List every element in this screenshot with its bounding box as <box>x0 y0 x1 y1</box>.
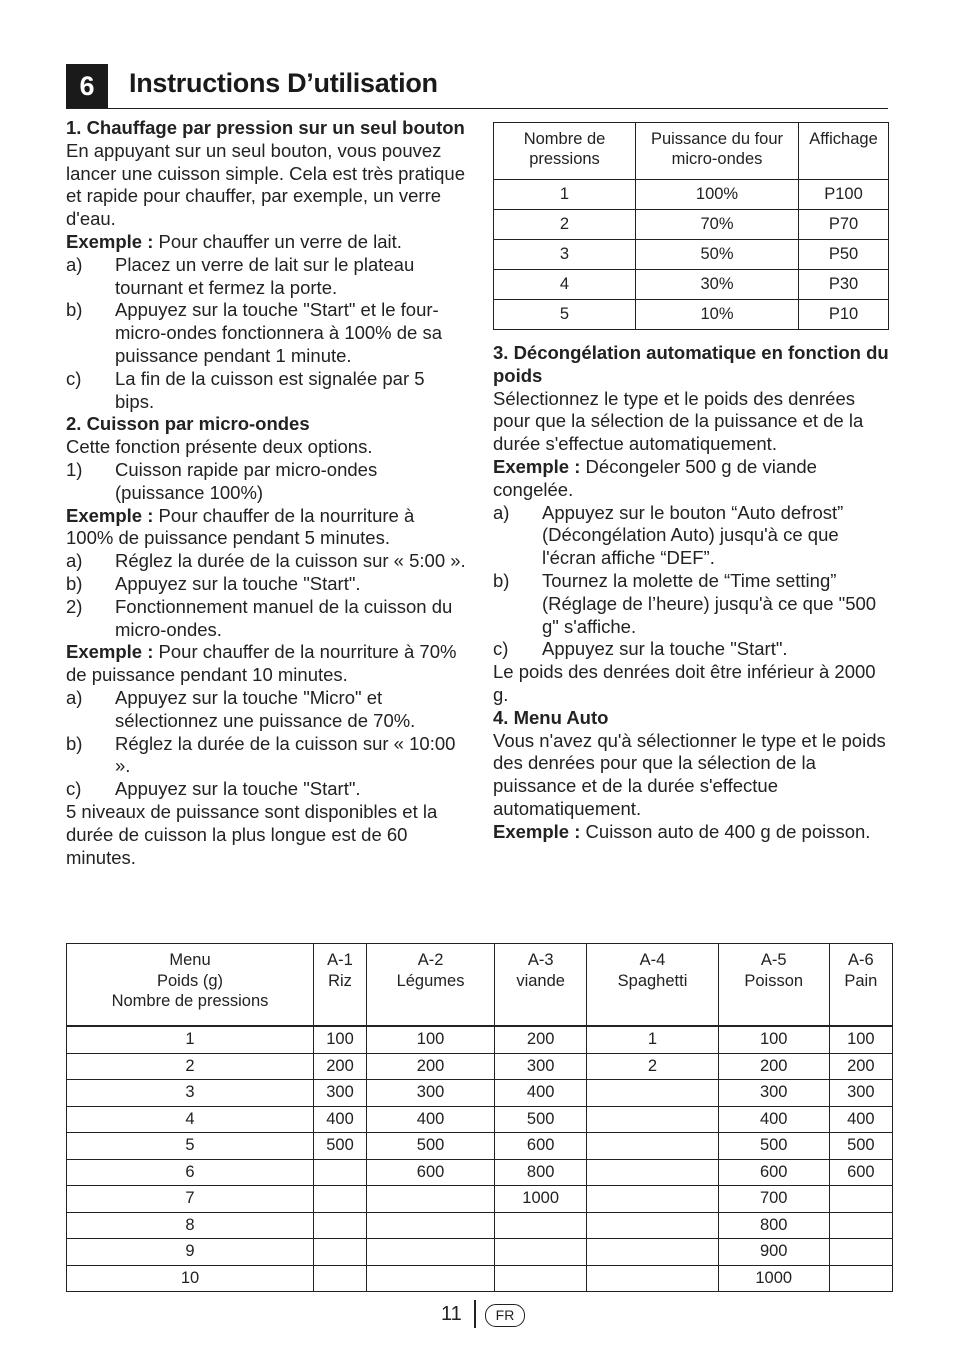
table-cell: 900 <box>718 1239 829 1266</box>
option-1 <box>66 459 466 505</box>
table-cell: 300 <box>829 1080 892 1107</box>
table-row <box>67 1026 893 1053</box>
table-cell: 600 <box>829 1159 892 1186</box>
table-cell: 1 <box>494 180 636 210</box>
list-marker: b) <box>66 299 83 321</box>
header-line: A-3 <box>527 951 554 969</box>
column-header: Puissance du four micro-ondes <box>636 123 799 180</box>
table-cell: 100 <box>367 1026 495 1053</box>
example-text: Pour chauffer un verre de lait. <box>153 230 402 252</box>
list-item <box>66 368 466 414</box>
list-text: Cuisson rapide par micro-ondes (puissance 100%) <box>115 458 378 503</box>
table-cell: 600 <box>718 1159 829 1186</box>
table-cell: P30 <box>799 270 889 300</box>
table-cell <box>367 1186 495 1213</box>
list-item <box>493 570 893 638</box>
column-header-a3 <box>495 944 587 1027</box>
list-item <box>493 638 893 661</box>
column-header-a4 <box>587 944 718 1027</box>
example-1 <box>66 231 466 254</box>
example-3 <box>66 641 466 687</box>
table-cell: 500 <box>495 1106 587 1133</box>
column-header-menu <box>67 944 314 1027</box>
list-item <box>66 550 466 573</box>
table-cell <box>314 1265 367 1292</box>
example-5 <box>493 821 893 844</box>
table-cell: 1000 <box>718 1265 829 1292</box>
column-header-a2 <box>367 944 495 1027</box>
table-cell: 500 <box>718 1133 829 1160</box>
header-line: Riz <box>328 971 352 990</box>
list-item <box>493 502 893 570</box>
header-line: A-2 <box>417 951 444 969</box>
header-line: A-4 <box>639 951 666 969</box>
table-cell: 700 <box>718 1186 829 1213</box>
table-cell <box>495 1239 587 1266</box>
table-cell: 300 <box>718 1080 829 1107</box>
section-2-note: 5 niveaux de puissance sont disponibles et la durée de cuisson la plus longue est de 60 minutes. <box>66 800 438 868</box>
table-cell <box>314 1239 367 1266</box>
power-table <box>493 122 889 330</box>
section-3-title: 3. Décongélation automatique en fonction du poids <box>493 342 889 386</box>
list-marker: a) <box>66 686 83 708</box>
option-2 <box>66 596 466 642</box>
page-title: Instructions D’utilisation <box>129 68 438 98</box>
table-cell: 3 <box>494 240 636 270</box>
table-cell: 5 <box>67 1133 314 1160</box>
section-4-intro: Vous n'avez qu'à sélectionner le type et le poids des denrées pour que la sélection de la puissance et de la durée s'effectue automatiquement. <box>493 729 886 819</box>
column-header-a5 <box>718 944 829 1027</box>
table-cell <box>367 1212 495 1239</box>
table-cell: 400 <box>829 1106 892 1133</box>
section-1-intro: En appuyant sur un seul bouton, vous pouvez lancer une cuisson simple. Cela est très pratique et rapide pour chauffer, par exemple, un verre d'eau. <box>66 139 465 230</box>
list-text: Appuyez sur le bouton “Auto defrost” (Décongélation Auto) jusqu'à ce que l'écran affiche “DEF”. <box>542 501 844 569</box>
table-cell <box>587 1186 718 1213</box>
table-cell: 5 <box>494 300 636 330</box>
list-text: Appuyez sur la touche "Start". <box>115 572 361 594</box>
table-cell <box>495 1212 587 1239</box>
list-marker: c) <box>66 778 82 800</box>
table-cell: 200 <box>829 1053 892 1080</box>
table-cell: 8 <box>67 1212 314 1239</box>
example-4 <box>493 456 893 502</box>
table-cell <box>367 1265 495 1292</box>
table-row <box>494 300 889 330</box>
section-2-title: 2. Cuisson par micro-ondes <box>66 413 310 435</box>
table-cell <box>829 1265 892 1292</box>
list-item <box>66 733 466 779</box>
list-text: Appuyez sur la touche "Start". <box>542 638 788 660</box>
table-row <box>67 1053 893 1080</box>
header-line: A-5 <box>760 951 787 969</box>
table-cell: 100 <box>829 1026 892 1053</box>
footer-divider <box>474 1300 476 1328</box>
header-line: A-1 <box>327 951 353 969</box>
table-cell: 100% <box>636 180 799 210</box>
table-cell <box>587 1080 718 1107</box>
example-text: Cuisson auto de 400 g de poisson. <box>580 820 871 842</box>
section-3-note: Le poids des denrées doit être inférieur à 2000 g. <box>493 661 876 705</box>
list-item <box>66 299 466 367</box>
list-marker: b) <box>66 572 83 594</box>
table-cell: 4 <box>494 270 636 300</box>
example-text: Pour chauffer de la nourriture à 70% de puissance pendant 10 minutes. <box>66 641 457 686</box>
table-cell: 300 <box>314 1080 367 1107</box>
column-header-a1 <box>314 944 367 1027</box>
section-number: 6 <box>66 64 108 108</box>
table-cell: 200 <box>495 1026 587 1053</box>
list-text: Réglez la durée de la cuisson sur « 10:00 ». <box>115 732 456 777</box>
column-header: Affichage <box>799 123 889 180</box>
table-cell: 9 <box>67 1239 314 1266</box>
table-cell: P50 <box>799 240 889 270</box>
list-marker: 1) <box>66 458 83 480</box>
example-text: Décongeler 500 g de viande congelée. <box>493 455 817 500</box>
table-cell <box>587 1239 718 1266</box>
table-cell: 10% <box>636 300 799 330</box>
table-cell <box>314 1212 367 1239</box>
table-cell: 400 <box>718 1106 829 1133</box>
list-text: Appuyez sur la touche "Micro" et sélectionnez une puissance de 70%. <box>115 686 416 731</box>
table-cell: 50% <box>636 240 799 270</box>
table-cell: 200 <box>718 1053 829 1080</box>
table-cell: 1000 <box>495 1186 587 1213</box>
list-marker: a) <box>66 253 83 275</box>
table-row <box>67 1186 893 1213</box>
table-cell: 200 <box>367 1053 495 1080</box>
header-line: Menu <box>169 951 211 969</box>
table-cell <box>587 1159 718 1186</box>
table-cell: 300 <box>367 1080 495 1107</box>
example-2 <box>66 505 466 551</box>
table-cell <box>587 1133 718 1160</box>
section-3-steps <box>493 502 893 662</box>
right-column <box>493 342 893 844</box>
table-cell: P10 <box>799 300 889 330</box>
table-cell: 70% <box>636 210 799 240</box>
table-cell: 100 <box>314 1026 367 1053</box>
table-cell <box>314 1186 367 1213</box>
table-cell: 1 <box>67 1026 314 1053</box>
table-cell <box>367 1239 495 1266</box>
header-line: Poisson <box>744 971 804 990</box>
example-label: Exemple : <box>66 230 154 252</box>
list-item <box>66 254 466 300</box>
table-row <box>494 210 889 240</box>
section-3-intro: Sélectionnez le type et le poids des denrées pour que la sélection de la puissance et de la durée s'effectue automatiquement. <box>493 387 864 455</box>
section-header <box>66 62 888 109</box>
section-1-title: 1. Chauffage par pression sur un seul bouton <box>66 117 465 138</box>
section-4-title: 4. Menu Auto <box>493 706 609 728</box>
table-cell: 6 <box>67 1159 314 1186</box>
list-item <box>66 778 466 801</box>
list-marker: b) <box>66 732 83 754</box>
table-cell <box>829 1239 892 1266</box>
left-column <box>66 117 466 869</box>
list-text: Tournez la molette de “Time setting” (Réglage de l’heure) jusqu'à ce que "500 g" s'affiche. <box>542 569 877 637</box>
table-cell: 800 <box>495 1159 587 1186</box>
table-cell <box>829 1212 892 1239</box>
table-cell: 1 <box>587 1026 718 1053</box>
example-text: Pour chauffer de la nourriture à 100% de puissance pendant 5 minutes. <box>66 504 415 549</box>
table-cell <box>314 1159 367 1186</box>
table-cell <box>587 1106 718 1133</box>
header-line: viande <box>516 971 565 990</box>
table-row <box>67 1265 893 1292</box>
list-marker: c) <box>493 638 509 660</box>
example-label: Exemple : <box>493 455 581 477</box>
table-cell: P100 <box>799 180 889 210</box>
table-cell: 10 <box>67 1265 314 1292</box>
list-marker: a) <box>493 501 510 523</box>
table-cell: 2 <box>67 1053 314 1080</box>
list-text: Fonctionnement manuel de la cuisson du micro-ondes. <box>115 595 453 640</box>
auto-menu-table <box>66 943 893 1292</box>
list-text: Appuyez sur la touche "Start" et le four-micro-ondes fonctionnera à 100% de sa puissance pendant 1 minute. <box>115 299 443 366</box>
table-cell: 100 <box>718 1026 829 1053</box>
header-line: Poids (g) <box>156 971 224 990</box>
table-cell: 800 <box>718 1212 829 1239</box>
section-2-intro: Cette fonction présente deux options. <box>66 436 373 458</box>
table-cell: 500 <box>367 1133 495 1160</box>
column-header: Nombre de pressions <box>494 123 636 180</box>
table-cell: 500 <box>314 1133 367 1160</box>
table-row <box>67 1159 893 1186</box>
list-item <box>66 687 466 733</box>
table-cell: 2 <box>494 210 636 240</box>
table-header-row <box>494 123 889 180</box>
list-marker: c) <box>66 367 82 389</box>
table-cell: 4 <box>67 1106 314 1133</box>
table-row <box>67 1212 893 1239</box>
table-cell: 400 <box>314 1106 367 1133</box>
list-text: Réglez la durée de la cuisson sur « 5:00 ». <box>115 550 466 572</box>
list-text: Appuyez sur la touche "Start". <box>115 778 361 800</box>
section-1-steps <box>66 254 466 414</box>
example-label: Exemple : <box>66 641 154 663</box>
example-2-steps <box>66 550 466 596</box>
column-header-a6 <box>829 944 892 1027</box>
table-cell: 400 <box>367 1106 495 1133</box>
table-row <box>67 1133 893 1160</box>
table-cell: 600 <box>495 1133 587 1160</box>
table-cell: 7 <box>67 1186 314 1213</box>
table-cell <box>587 1265 718 1292</box>
header-line: Légumes <box>396 971 465 990</box>
table-row <box>67 1239 893 1266</box>
list-text: La fin de la cuisson est signalée par 5 bips. <box>115 367 425 412</box>
table-row <box>494 180 889 210</box>
table-cell: 500 <box>829 1133 892 1160</box>
header-line: Spaghetti <box>617 971 688 990</box>
list-marker: 2) <box>66 595 83 617</box>
list-marker: b) <box>493 569 510 591</box>
header-line: A-6 <box>848 951 874 969</box>
page-number: 11 <box>441 1303 462 1325</box>
table-header-row <box>67 944 893 1027</box>
table-row <box>494 240 889 270</box>
header-line: Pain <box>844 971 878 990</box>
table-row <box>67 1106 893 1133</box>
table-row <box>494 270 889 300</box>
header-line: Nombre de pressions <box>111 992 269 1010</box>
example-label: Exemple : <box>493 820 581 842</box>
list-item <box>66 573 466 596</box>
example-label: Exemple : <box>66 504 154 526</box>
example-3-steps <box>66 687 466 801</box>
table-cell: 200 <box>314 1053 367 1080</box>
list-marker: a) <box>66 550 83 572</box>
table-cell: 30% <box>636 270 799 300</box>
table-cell <box>495 1265 587 1292</box>
table-cell: 400 <box>495 1080 587 1107</box>
table-row <box>67 1080 893 1107</box>
table-cell <box>587 1212 718 1239</box>
table-cell: 600 <box>367 1159 495 1186</box>
table-cell <box>829 1186 892 1213</box>
table-cell: P70 <box>799 210 889 240</box>
table-cell: 2 <box>587 1053 718 1080</box>
language-badge: FR <box>485 1304 525 1327</box>
table-cell: 3 <box>67 1080 314 1107</box>
table-cell: 300 <box>495 1053 587 1080</box>
list-text: Placez un verre de lait sur le plateau tournant et fermez la porte. <box>115 253 415 298</box>
